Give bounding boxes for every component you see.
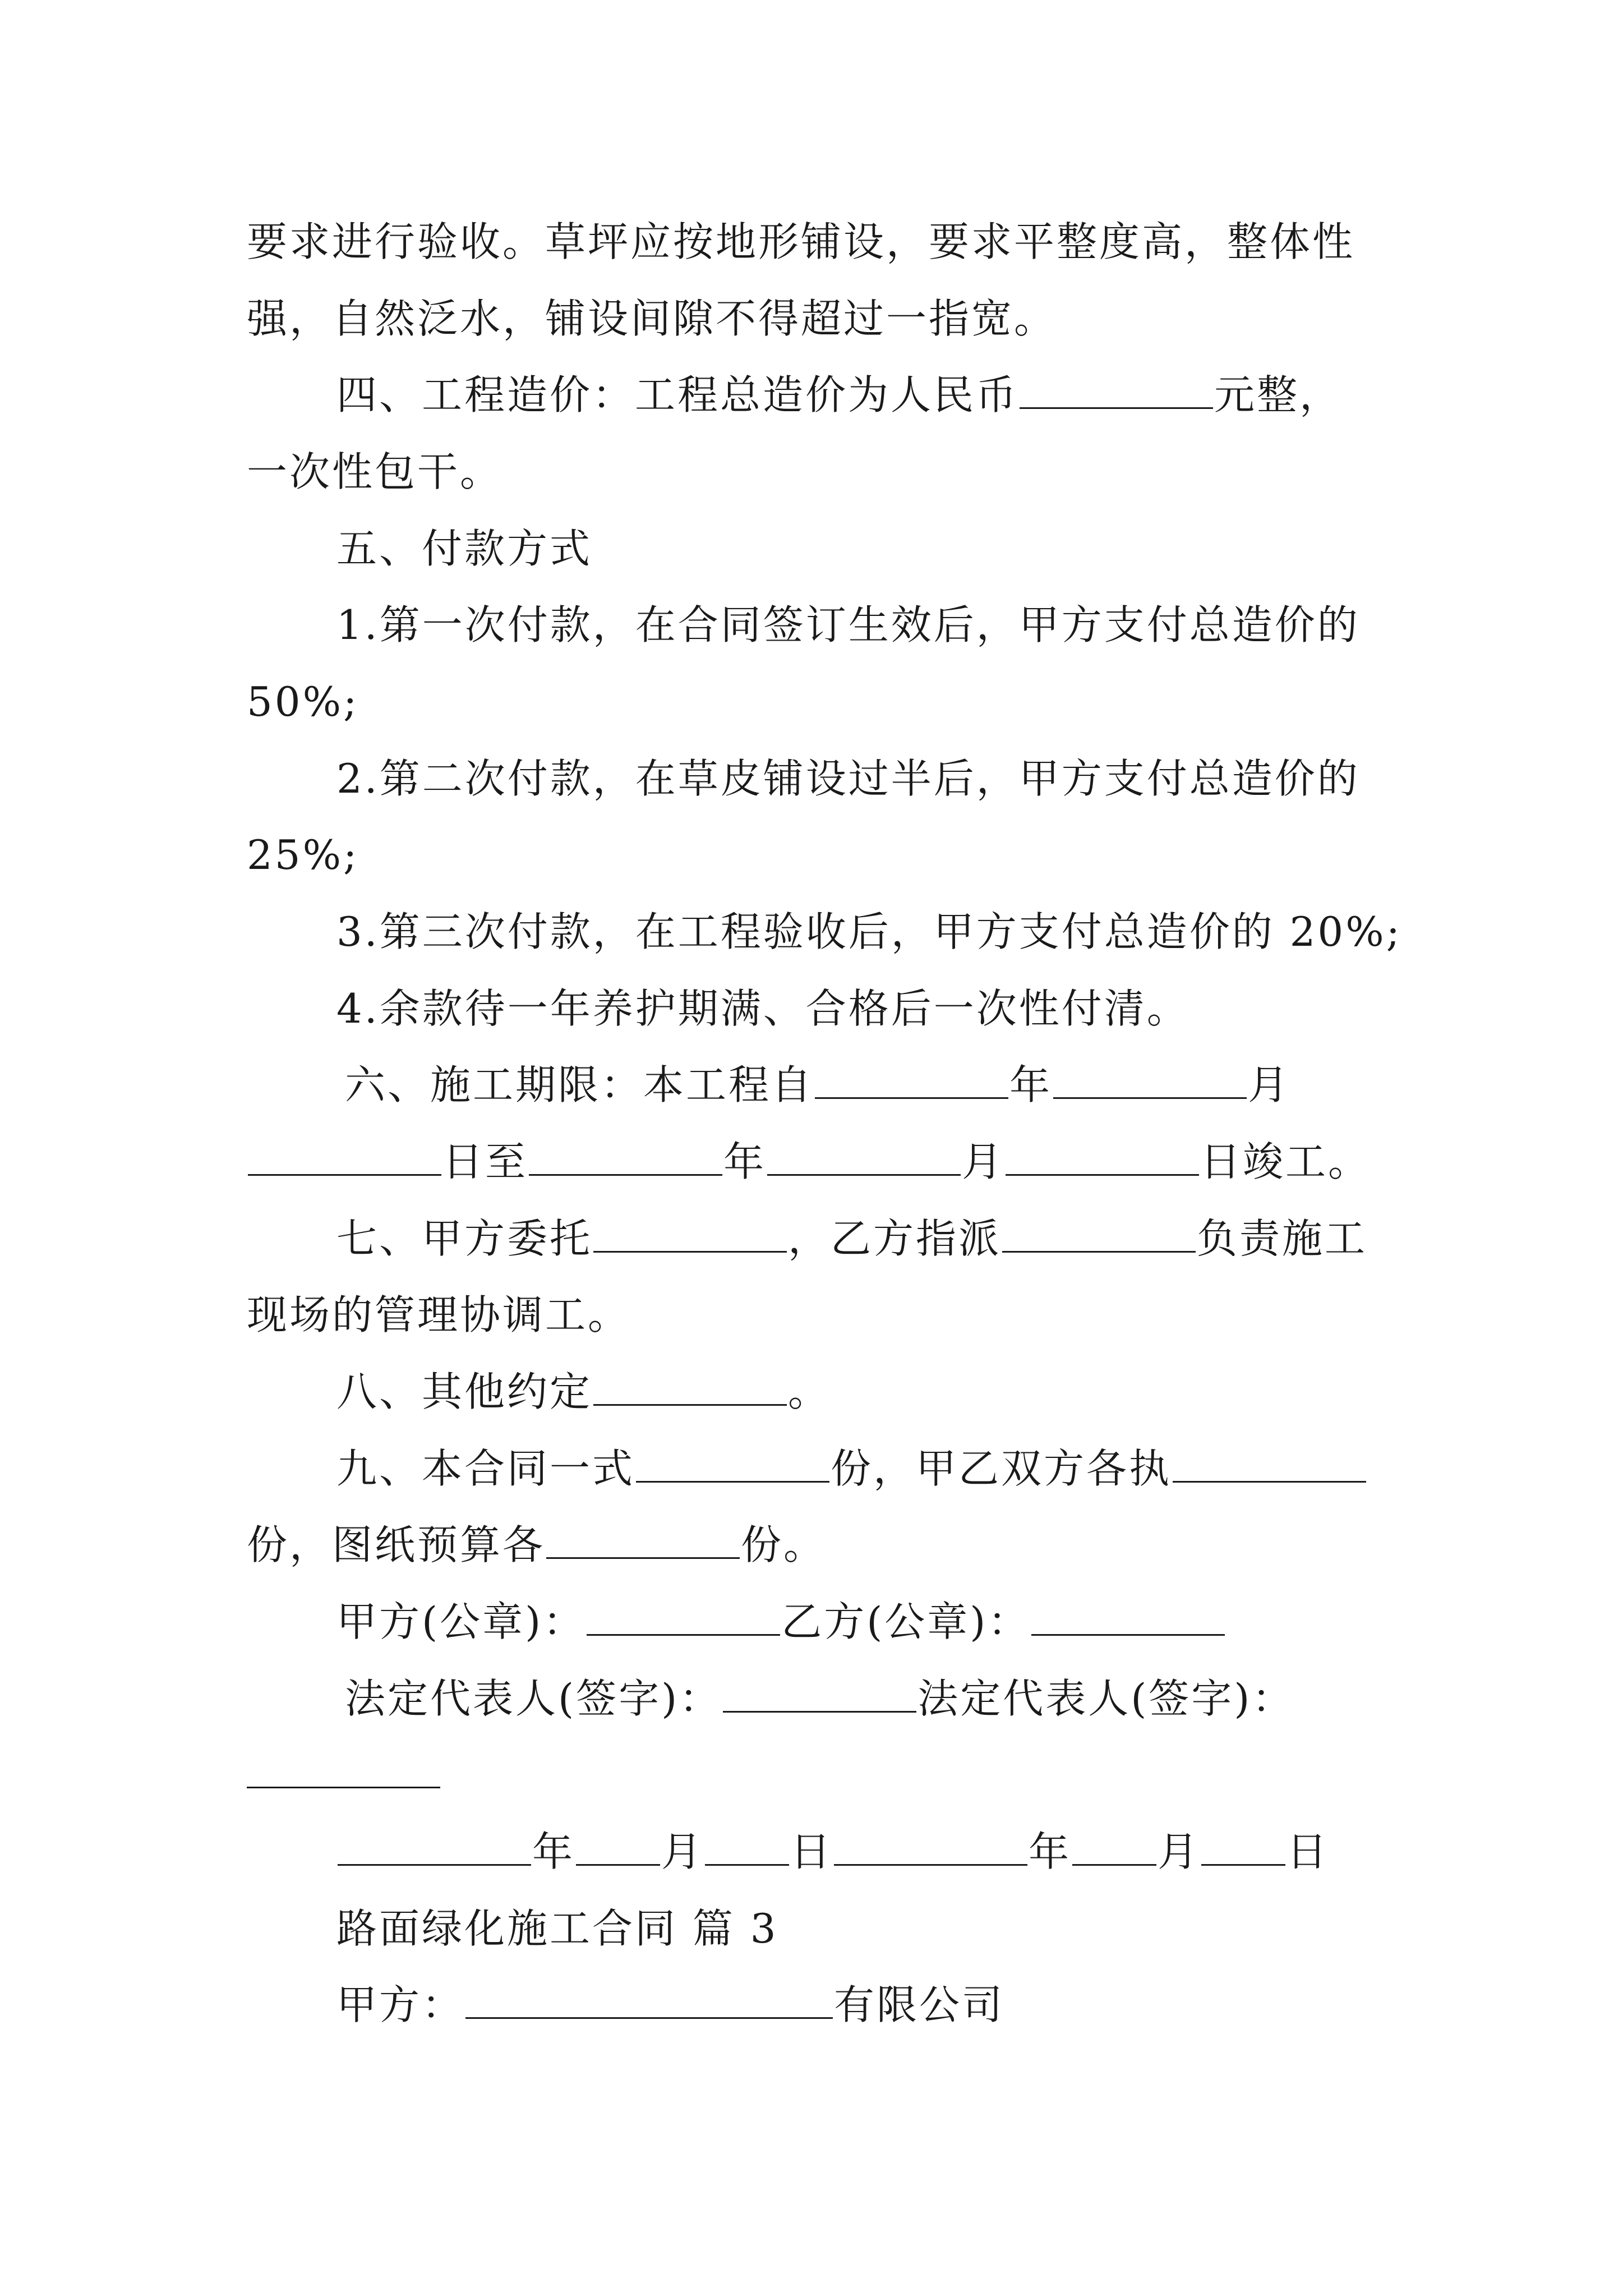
text: 要求进行验收。草坪应按地形铺设，要求平整度高，整体性 [247,218,1355,265]
text: 1.第一次付款，在合同签订生效后，甲方支付总造价的 [336,601,1360,648]
paragraph-line [247,218,1355,265]
clause-7-management [336,1215,1368,1262]
fill-blank-party-a-year[interactable] [338,1862,531,1866]
fill-blank-start-day[interactable] [248,1172,441,1176]
text: 日竣工。 [1200,1138,1371,1185]
paragraph-line [247,678,359,725]
text: 负责施工 [1197,1215,1368,1262]
text: ，乙方指派 [788,1215,1002,1262]
text: 有限公司 [834,1981,1005,2028]
fill-blank-party-b-seal[interactable] [1031,1632,1225,1636]
paragraph-line [247,831,359,878]
signature-seals [336,1598,1226,1645]
fill-blank-party-b-month[interactable] [1072,1862,1156,1866]
fill-blank-party-a-delegate[interactable] [593,1249,787,1253]
signature-representatives [345,1675,1295,1722]
text: 月 [1248,1061,1291,1108]
fill-blank-party-b-rep[interactable] [247,1787,440,1788]
fill-blank-party-b-year[interactable] [834,1862,1027,1866]
text: 法定代表人(签字)： [917,1675,1295,1722]
fill-blank-end-month[interactable] [767,1172,961,1176]
payment-item-2 [336,755,1360,802]
fill-blank-end-year[interactable] [529,1172,722,1176]
text: 路面绿化施工合同 篇 3 [336,1905,778,1952]
text: 年 [532,1828,575,1875]
paragraph-line [247,448,503,495]
fill-blank-drawings-copies[interactable] [546,1556,740,1559]
fill-blank-copies-total[interactable] [636,1479,829,1483]
fill-blank-copies-each[interactable] [1173,1479,1366,1483]
clause-9-copies-cont [247,1521,827,1568]
fill-blank-party-a-day[interactable] [705,1862,789,1866]
text: 3.第三次付款，在工程验收后，甲方支付总造价的 20%; [336,908,1402,955]
text: 份。 [741,1521,827,1568]
text: 月 [962,1138,1005,1185]
paragraph-line [247,295,1057,342]
text: 五、付款方式 [336,525,593,572]
text: 一次性包干。 [247,448,503,495]
text: 月 [661,1828,704,1875]
text: 50%; [247,678,359,725]
clause-9-copies [336,1445,1367,1492]
fill-blank-other-terms[interactable] [593,1402,787,1406]
text: 月 [1158,1828,1201,1875]
payment-item-3 [336,908,1402,955]
text: 现场的管理协调工。 [247,1291,631,1338]
clause-5-heading [336,525,593,572]
text: 甲方(公章)： [336,1598,586,1645]
text: 年 [1009,1061,1053,1108]
text: 。 [788,1368,831,1415]
paragraph-line [247,1291,631,1338]
clause-8-other [336,1368,831,1415]
payment-item-4 [336,985,1189,1032]
fill-blank-price[interactable] [1020,406,1213,409]
text: 四、工程造价：工程总造价为人民币 [336,371,1019,418]
signature-dates [336,1828,1330,1875]
clause-4-price [336,371,1343,418]
text: 甲方： [336,1981,465,2028]
text: 年 [723,1138,767,1185]
text: 份，甲乙双方各执 [831,1445,1172,1492]
text: 日 [790,1828,833,1875]
party-a-line [336,1981,1005,2028]
text: 法定代表人(签字)： [345,1675,722,1722]
text: 九、本合同一式 [336,1445,635,1492]
fill-blank-end-day[interactable] [1006,1172,1199,1176]
payment-item-1 [336,601,1360,648]
text: 乙方(公章)： [781,1598,1031,1645]
text: 元整， [1214,371,1343,418]
clause-6-schedule-cont [247,1138,1371,1185]
text: 日 [1287,1828,1330,1875]
fill-blank-start-month[interactable] [1053,1096,1247,1099]
text: 4.余款待一年养护期满、合格后一次性付清。 [336,985,1189,1032]
fill-blank-party-b-delegate[interactable] [1002,1249,1196,1253]
clause-6-schedule [345,1061,1291,1108]
fill-blank-party-a-rep[interactable] [723,1709,916,1713]
text: 八、其他约定 [336,1368,593,1415]
text: 年 [1029,1828,1072,1875]
section-title [336,1905,778,1952]
text: 强，自然泛水，铺设间隙不得超过一指宽。 [247,295,1057,342]
text: 六、施工期限：本工程自 [345,1061,814,1108]
fill-blank-start-year[interactable] [815,1096,1008,1099]
fill-blank-party-a-company[interactable] [465,2016,833,2019]
text: 份，图纸预算各 [247,1521,546,1568]
fill-blank-party-b-day[interactable] [1201,1862,1285,1866]
text: 七、甲方委托 [336,1215,593,1262]
text: 2.第二次付款，在草皮铺设过半后，甲方支付总造价的 [336,755,1360,802]
fill-blank-party-a-seal[interactable] [587,1632,780,1636]
text: 25%; [247,831,359,878]
text: 日至 [442,1138,528,1185]
fill-blank-party-a-month[interactable] [576,1862,660,1866]
